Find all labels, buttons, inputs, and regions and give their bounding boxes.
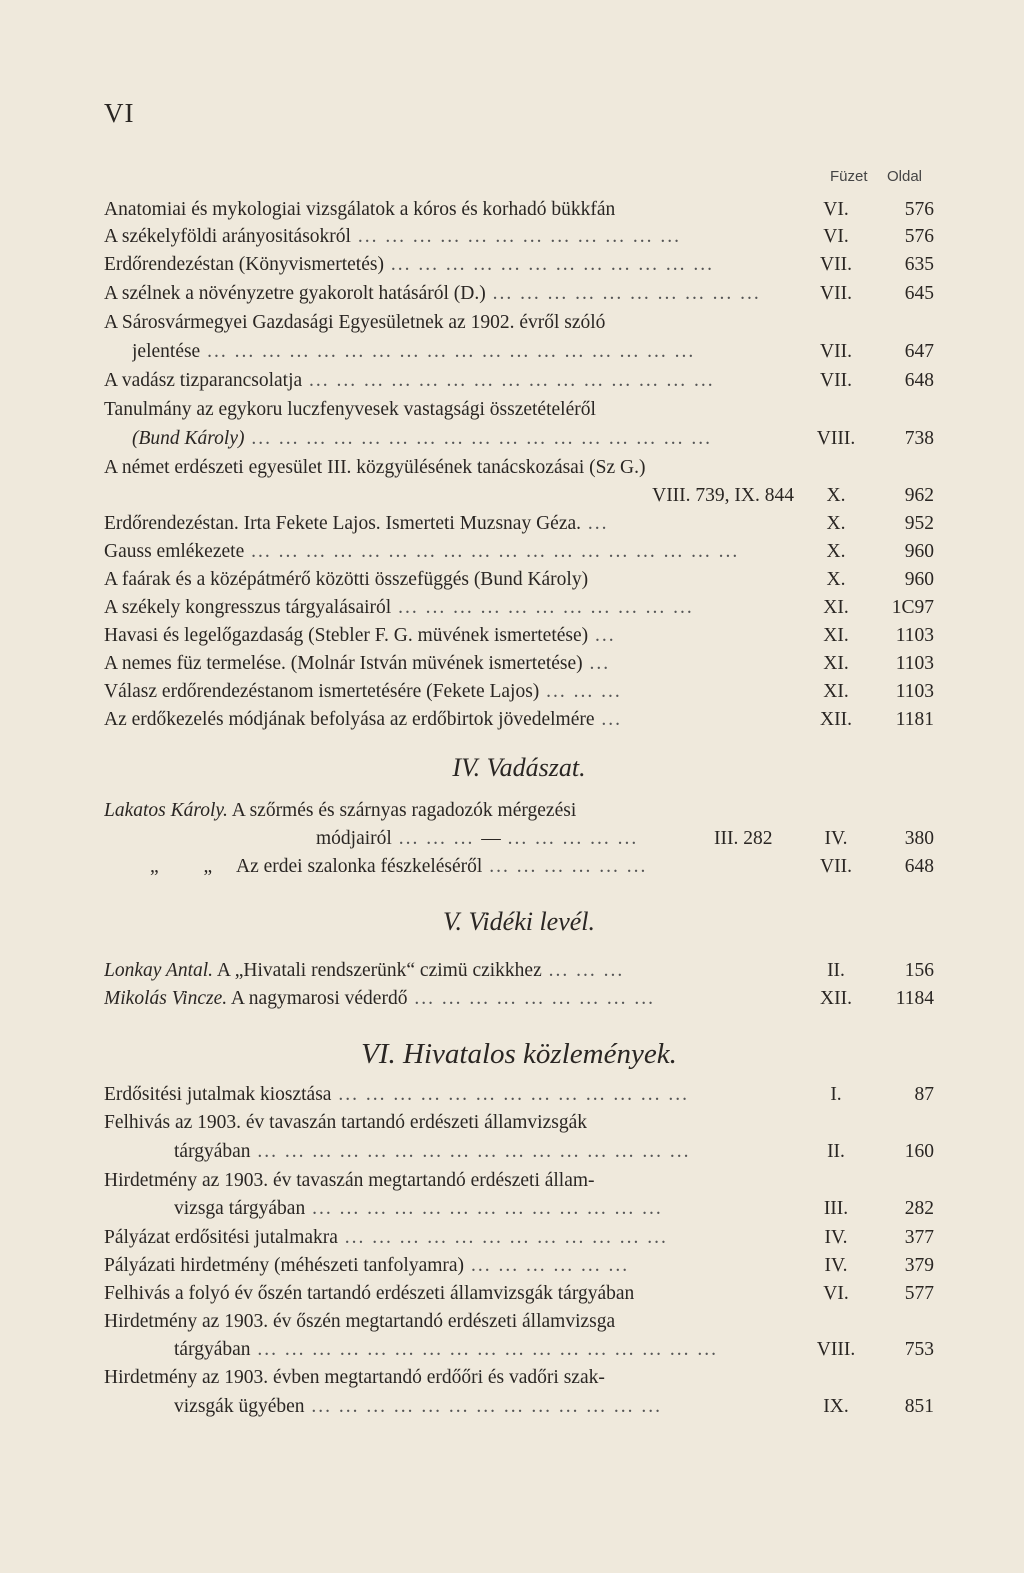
entry-reference: III. 282 bbox=[714, 828, 773, 849]
entry-author: Lonkay Antal. bbox=[104, 960, 214, 981]
entry-text: Tanulmány az egykoru luczfenyvesek vastagsági összetételéről bbox=[104, 399, 596, 420]
entry-issue: VIII. bbox=[816, 428, 856, 449]
entry-page: 753 bbox=[904, 1339, 934, 1360]
entry-page: 282 bbox=[904, 1198, 934, 1219]
entry-text: Gauss emlékezete bbox=[104, 541, 245, 562]
entry-text-cont: (Bund Károly) bbox=[132, 428, 245, 449]
entry-text: A „Hivatali rendszerünk“ czimü czikkhez bbox=[216, 960, 542, 981]
entry-dash: — bbox=[481, 828, 501, 849]
entry-text: Az erdei szalonka fészkeléséről bbox=[236, 856, 483, 877]
entry-page: 648 bbox=[904, 370, 934, 391]
entry-issue: XII. bbox=[820, 709, 852, 730]
entry-text: Erdőrendezéstan. Irta Fekete Lajos. Ismerteti Muzsnay Géza. bbox=[104, 513, 582, 534]
entry-text: A faárak és a középátmérő közötti összefüggés (Bund Károly) bbox=[104, 569, 589, 590]
entry-author: Lakatos Károly. bbox=[104, 800, 228, 821]
entry-ditto: „ „ bbox=[150, 856, 233, 877]
entry-issue: II. bbox=[827, 1141, 845, 1162]
entry-issue: II. bbox=[827, 960, 845, 981]
entry-issue: IV. bbox=[824, 1227, 848, 1248]
entry-text: Hirdetmény az 1903. évben megtartandó erdőőri és vadőri szak- bbox=[104, 1367, 605, 1388]
entry-text-cont: vizsga tárgyában bbox=[174, 1198, 306, 1219]
entry-text: Pályázati hirdetmény (méhészeti tanfolyamra) bbox=[104, 1255, 465, 1276]
entry-page: 952 bbox=[904, 513, 934, 534]
entry-page: 380 bbox=[904, 828, 934, 849]
entry-page: 1C97 bbox=[891, 597, 934, 618]
entry-page: 851 bbox=[904, 1396, 934, 1417]
entry-issue: X. bbox=[826, 569, 846, 590]
entry-issue: VII. bbox=[820, 283, 852, 304]
entry-issue: IX. bbox=[823, 1396, 849, 1417]
entry-text: Hirdetmény az 1903. év tavaszán megtartandó erdészeti állam- bbox=[104, 1170, 595, 1191]
entry-issue: VII. bbox=[820, 370, 852, 391]
entry-issue: X. bbox=[826, 485, 846, 506]
column-header-page: Oldal bbox=[887, 168, 923, 185]
entry-page: 576 bbox=[904, 226, 934, 247]
entry-page: 379 bbox=[904, 1255, 934, 1276]
entry-text: Az erdőkezelés módjának befolyása az erdőbirtok jövedelmére bbox=[104, 709, 595, 730]
entry-text: A nemes füz termelése. (Molnár István müvének ismertetése) bbox=[104, 653, 583, 674]
entry-text: Erdőrendezéstan (Könyvismertetés) bbox=[104, 254, 384, 275]
section-title-v: V. Vidéki levél. bbox=[442, 907, 596, 936]
entry-text: A szőrmés és szárnyas ragadozók mérgezési bbox=[231, 800, 577, 821]
section-title-vi: VI. Hivatalos közlemények. bbox=[361, 1038, 677, 1070]
entry-issue: XII. bbox=[820, 988, 852, 1009]
entry-page: 1184 bbox=[895, 988, 934, 1009]
entry-issue: X. bbox=[826, 541, 846, 562]
entry-page: 738 bbox=[904, 428, 934, 449]
entry-text: A székely kongresszus tárgyalásairól bbox=[104, 597, 392, 618]
entry-text: Anatomiai és mykologiai vizsgálatok a kóros és korhadó bükkfán bbox=[104, 199, 616, 220]
entry-issue: VII. bbox=[820, 254, 852, 275]
entry-page: 1103 bbox=[895, 625, 934, 646]
entry-page: 156 bbox=[904, 960, 934, 981]
entry-page: 377 bbox=[904, 1227, 934, 1248]
entry-text: Válasz erdőrendezéstanom ismertetésére (Fekete Lajos) bbox=[104, 681, 540, 702]
entry-text-cont: VIII. 739, IX. 844 bbox=[652, 485, 794, 506]
entry-issue: XI. bbox=[823, 597, 849, 618]
section-title-iv: IV. Vadászat. bbox=[452, 753, 586, 782]
entry-issue: IV. bbox=[824, 828, 848, 849]
entry-text: A szélnek a növényzetre gyakorolt hatásáról (D.) bbox=[104, 283, 486, 304]
entry-issue: XI. bbox=[823, 681, 849, 702]
entry-issue: III. bbox=[823, 1198, 849, 1219]
entry-issue: VIII. bbox=[816, 1339, 856, 1360]
entry-issue: X. bbox=[826, 513, 846, 534]
entry-issue: VII. bbox=[820, 341, 852, 362]
entry-text-cont: tárgyában bbox=[174, 1339, 251, 1360]
entry-text: Havasi és legelőgazdaság (Stebler F. G. müvének ismertetése) bbox=[104, 625, 589, 646]
entry-issue: VI. bbox=[823, 199, 849, 220]
entry-page: 1103 bbox=[895, 653, 934, 674]
entry-issue: VI. bbox=[823, 226, 849, 247]
entry-text: A nagymarosi véderdő bbox=[230, 988, 408, 1009]
entry-page: 647 bbox=[904, 341, 934, 362]
entry-page: 645 bbox=[904, 283, 934, 304]
entry-page: 1103 bbox=[895, 681, 934, 702]
entry-page: 962 bbox=[904, 485, 934, 506]
entry-page: 577 bbox=[904, 1283, 934, 1304]
entry-text-cont: vizsgák ügyében bbox=[174, 1396, 305, 1417]
entry-text: A német erdészeti egyesület III. közgyülésének tanácskozásai (Sz G.) bbox=[104, 457, 646, 478]
entry-text-cont: módjairól bbox=[316, 828, 392, 849]
entry-text: A székelyföldi arányositásokról bbox=[104, 226, 351, 247]
page-number: VI bbox=[104, 98, 135, 128]
entry-text: Felhivás az 1903. év tavaszán tartandó erdészeti államvizsgák bbox=[104, 1112, 587, 1133]
entry-text: Felhivás a folyó év őszén tartandó erdészeti államvizsgák tárgyában bbox=[104, 1283, 635, 1304]
entry-text-cont: jelentése bbox=[132, 341, 201, 362]
entry-author: Mikolás Vincze. bbox=[104, 988, 228, 1009]
entry-page: 960 bbox=[904, 541, 934, 562]
entry-page: 635 bbox=[904, 254, 934, 275]
entry-page: 576 bbox=[904, 199, 934, 220]
entry-text-cont: tárgyában bbox=[174, 1141, 251, 1162]
entry-issue: XI. bbox=[823, 625, 849, 646]
entry-page: 648 bbox=[904, 856, 934, 877]
entry-page: 160 bbox=[904, 1141, 934, 1162]
entry-page: 87 bbox=[914, 1084, 934, 1105]
column-header-issue: Füzet bbox=[830, 168, 868, 185]
entry-text: Erdősitési jutalmak kiosztása bbox=[104, 1084, 332, 1105]
entry-issue: VII. bbox=[820, 856, 852, 877]
entry-text: Pályázat erdősitési jutalmakra bbox=[104, 1227, 338, 1248]
entry-page: 960 bbox=[904, 569, 934, 590]
entry-text: A Sárosvármegyei Gazdasági Egyesületnek az 1902. évről szóló bbox=[104, 312, 606, 333]
entry-text: Hirdetmény az 1903. év őszén megtartandó erdészeti államvizsga bbox=[104, 1311, 616, 1332]
entry-issue: VI. bbox=[823, 1283, 849, 1304]
entry-text: A vadász tizparancsolatja bbox=[104, 370, 303, 391]
entry-issue: I. bbox=[830, 1084, 842, 1105]
entry-issue: IV. bbox=[824, 1255, 848, 1276]
entry-page: 1181 bbox=[895, 709, 934, 730]
entry-issue: XI. bbox=[823, 653, 849, 674]
